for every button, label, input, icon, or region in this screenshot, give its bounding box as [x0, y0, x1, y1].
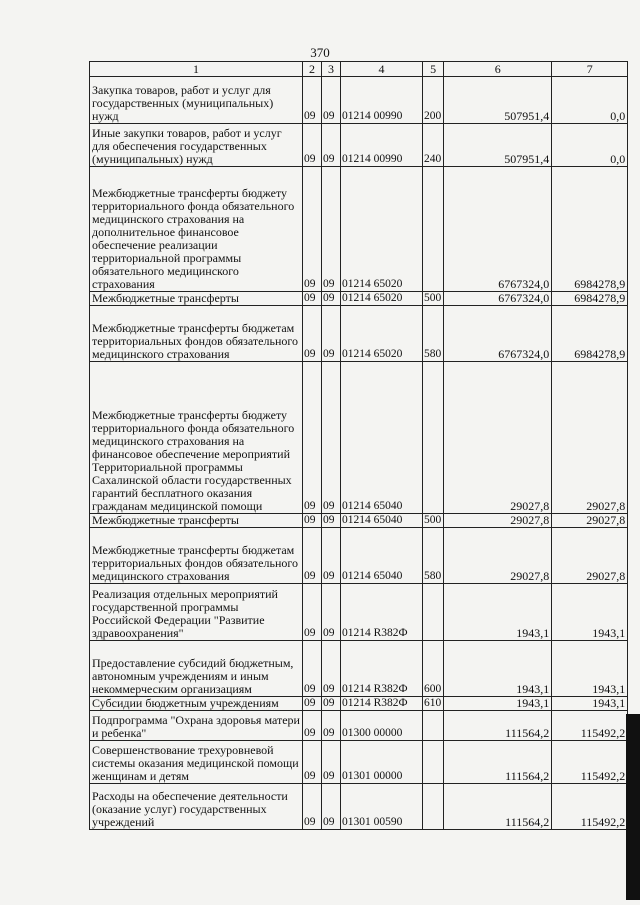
row-name: Межбюджетные трансферты бюджетам территориальных фондов обязательного медицинского страхования — [90, 528, 303, 584]
table-row — [90, 292, 628, 306]
row-section: 09 — [303, 697, 322, 711]
row-expense-type: 500 — [423, 292, 444, 306]
table-row — [90, 641, 628, 697]
row-expense-type: 580 — [423, 528, 444, 584]
row-name: Субсидии бюджетным учреждениям — [90, 697, 303, 711]
row-name: Межбюджетные трансферты бюджету территориального фонда обязательного медицинского страхования на финансовое обеспечение мероприятий Территориальной программы Сахалинской области государственных гарантий бесплатного оказания гражданам медицинской помощи — [90, 362, 303, 514]
row-expense-type — [423, 167, 444, 292]
row-expense-type: 500 — [423, 514, 444, 528]
table-row — [90, 362, 628, 514]
row-name: Межбюджетные трансферты бюджетам территориальных фондов обязательного медицинского страхования — [90, 306, 303, 362]
row-target-code: 01214 65040 — [341, 528, 423, 584]
row-amount-year-2: 6984278,9 — [552, 292, 628, 306]
row-target-code: 01214 65020 — [341, 167, 423, 292]
row-target-code: 01214 R382Ф — [341, 641, 423, 697]
row-section: 09 — [303, 306, 322, 362]
table-row — [90, 306, 628, 362]
row-section: 09 — [303, 362, 322, 514]
row-expense-type: 600 — [423, 641, 444, 697]
row-expense-type — [423, 784, 444, 830]
row-section: 09 — [303, 641, 322, 697]
row-amount-year-1: 6767324,0 — [444, 306, 552, 362]
row-amount-year-1: 29027,8 — [444, 528, 552, 584]
row-amount-year-2: 1943,1 — [552, 641, 628, 697]
row-name: Межбюджетные трансферты — [90, 514, 303, 528]
page-number: 370 — [310, 45, 330, 60]
row-section: 09 — [303, 741, 322, 784]
row-name: Подпрограмма "Охрана здоровья матери и ребенка" — [90, 711, 303, 741]
row-amount-year-1: 29027,8 — [444, 514, 552, 528]
row-amount-year-2: 6984278,9 — [552, 167, 628, 292]
row-section: 09 — [303, 514, 322, 528]
row-amount-year-2: 29027,8 — [552, 514, 628, 528]
table-row — [90, 77, 628, 124]
row-subsection: 09 — [322, 292, 341, 306]
row-subsection: 09 — [322, 514, 341, 528]
table-row — [90, 528, 628, 584]
row-section: 09 — [303, 167, 322, 292]
row-subsection: 09 — [322, 711, 341, 741]
row-subsection: 09 — [322, 528, 341, 584]
row-target-code: 01214 65020 — [341, 306, 423, 362]
row-section: 09 — [303, 528, 322, 584]
row-amount-year-2: 6984278,9 — [552, 306, 628, 362]
row-amount-year-2: 1943,1 — [552, 697, 628, 711]
row-subsection: 09 — [322, 124, 341, 167]
row-subsection: 09 — [322, 697, 341, 711]
column-header: 1 — [90, 62, 303, 77]
row-amount-year-1: 6767324,0 — [444, 292, 552, 306]
row-subsection: 09 — [322, 584, 341, 641]
row-expense-type: 240 — [423, 124, 444, 167]
row-amount-year-1: 507951,4 — [444, 124, 552, 167]
table-header-row — [90, 62, 628, 77]
table-row — [90, 741, 628, 784]
column-header: 7 — [552, 62, 628, 77]
row-name: Иные закупки товаров, работ и услуг для обеспечения государственных (муниципальных) нужд — [90, 124, 303, 167]
table-row — [90, 167, 628, 292]
row-section: 09 — [303, 77, 322, 124]
column-header: 2 — [303, 62, 322, 77]
row-amount-year-1: 111564,2 — [444, 711, 552, 741]
row-name: Реализация отдельных мероприятий государственной программы Российской Федерации "Развитие здравоохранения" — [90, 584, 303, 641]
row-target-code: 01214 R382Ф — [341, 697, 423, 711]
row-target-code: 01214 65040 — [341, 514, 423, 528]
row-target-code: 01214 00990 — [341, 77, 423, 124]
row-amount-year-2: 115492,2 — [552, 741, 628, 784]
table-row — [90, 711, 628, 741]
row-target-code: 01214 00990 — [341, 124, 423, 167]
row-amount-year-1: 29027,8 — [444, 362, 552, 514]
column-header: 4 — [341, 62, 423, 77]
row-name: Предоставление субсидий бюджетным, автономным учреждениям и иным некоммерческим организациям — [90, 641, 303, 697]
row-expense-type — [423, 711, 444, 741]
table-row — [90, 784, 628, 830]
row-expense-type — [423, 584, 444, 641]
row-section: 09 — [303, 784, 322, 830]
row-name: Совершенствование трехуровневой системы оказания медицинской помощи женщинам и детям — [90, 741, 303, 784]
row-amount-year-2: 29027,8 — [552, 528, 628, 584]
row-amount-year-2: 0,0 — [552, 77, 628, 124]
scan-edge-bar — [626, 714, 640, 900]
row-section: 09 — [303, 711, 322, 741]
table-row — [90, 514, 628, 528]
row-subsection: 09 — [322, 784, 341, 830]
row-subsection: 09 — [322, 167, 341, 292]
row-target-code: 01214 65020 — [341, 292, 423, 306]
row-amount-year-1: 111564,2 — [444, 741, 552, 784]
row-name: Межбюджетные трансферты — [90, 292, 303, 306]
table-row — [90, 584, 628, 641]
row-expense-type — [423, 362, 444, 514]
row-target-code: 01214 65040 — [341, 362, 423, 514]
row-subsection: 09 — [322, 306, 341, 362]
row-amount-year-1: 6767324,0 — [444, 167, 552, 292]
row-subsection: 09 — [322, 362, 341, 514]
row-subsection: 09 — [322, 77, 341, 124]
row-expense-type: 610 — [423, 697, 444, 711]
row-amount-year-1: 1943,1 — [444, 697, 552, 711]
row-expense-type — [423, 741, 444, 784]
column-header: 6 — [444, 62, 552, 77]
row-amount-year-2: 115492,2 — [552, 784, 628, 830]
table-row — [90, 124, 628, 167]
column-header: 3 — [322, 62, 341, 77]
budget-table — [89, 61, 628, 830]
row-name: Закупка товаров, работ и услуг для государственных (муниципальных) нужд — [90, 77, 303, 124]
row-expense-type: 200 — [423, 77, 444, 124]
row-amount-year-2: 115492,2 — [552, 711, 628, 741]
row-expense-type: 580 — [423, 306, 444, 362]
row-section: 09 — [303, 584, 322, 641]
row-amount-year-1: 1943,1 — [444, 584, 552, 641]
row-amount-year-2: 29027,8 — [552, 362, 628, 514]
row-amount-year-1: 111564,2 — [444, 784, 552, 830]
row-subsection: 09 — [322, 641, 341, 697]
row-target-code: 01214 R382Ф — [341, 584, 423, 641]
row-target-code: 01301 00000 — [341, 741, 423, 784]
row-section: 09 — [303, 124, 322, 167]
row-name: Расходы на обеспечение деятельности (оказание услуг) государственных учреждений — [90, 784, 303, 830]
row-amount-year-1: 507951,4 — [444, 77, 552, 124]
row-subsection: 09 — [322, 741, 341, 784]
row-amount-year-2: 0,0 — [552, 124, 628, 167]
row-section: 09 — [303, 292, 322, 306]
row-target-code: 01300 00000 — [341, 711, 423, 741]
row-name: Межбюджетные трансферты бюджету территориального фонда обязательного медицинского страхования на дополнительное финансовое обеспечение реализации территориальной программы обязательного медицинского страхования — [90, 167, 303, 292]
table-row — [90, 697, 628, 711]
row-target-code: 01301 00590 — [341, 784, 423, 830]
row-amount-year-2: 1943,1 — [552, 584, 628, 641]
column-header: 5 — [423, 62, 444, 77]
row-amount-year-1: 1943,1 — [444, 641, 552, 697]
